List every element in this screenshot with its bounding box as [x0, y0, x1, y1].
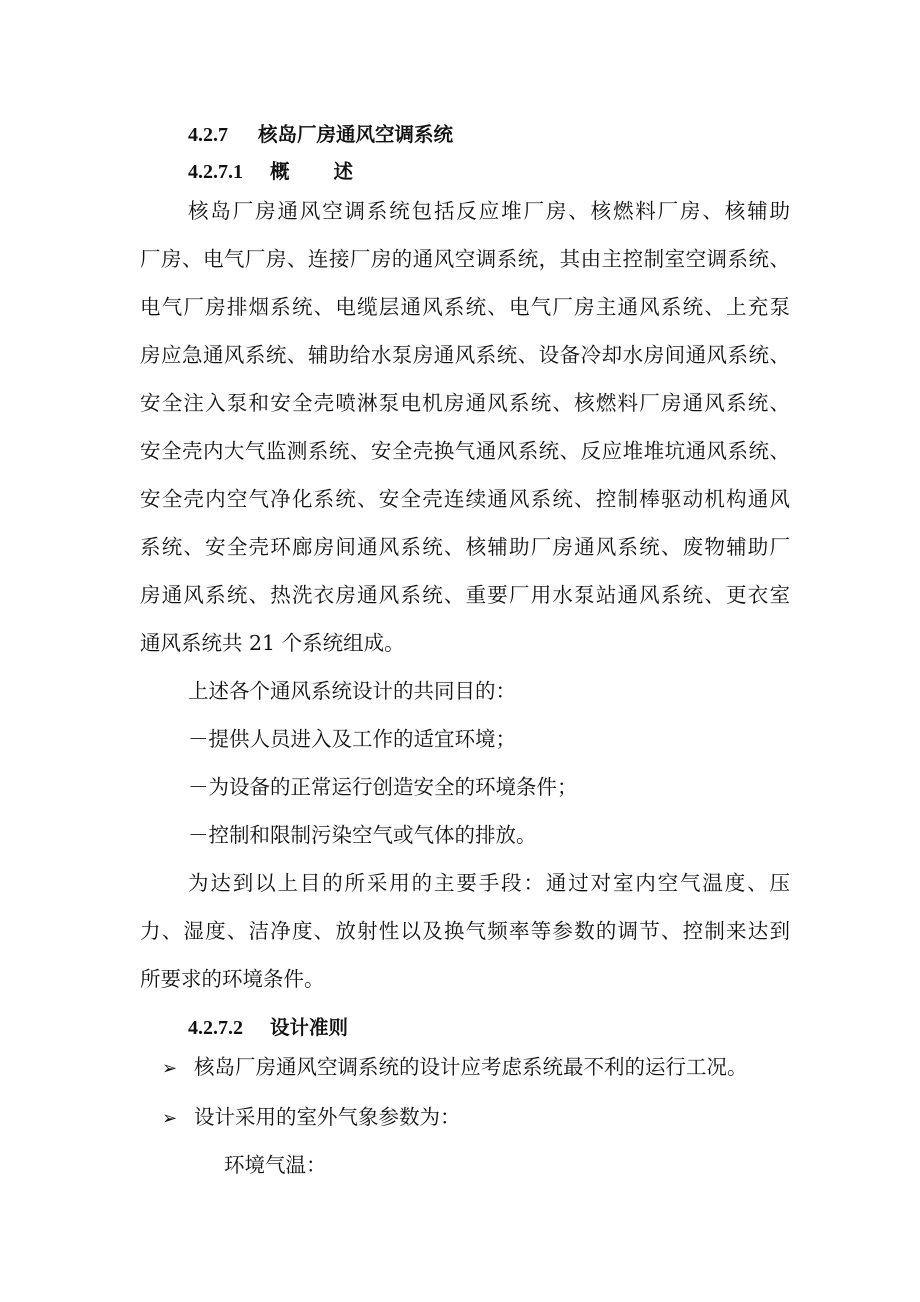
subsection-number: 4.2.7.1 [188, 161, 243, 183]
overview-line: 房通风系统、热洗衣房通风系统、重要厂用水泵站通风系统、更衣室 [140, 583, 790, 607]
overview-line-last: 通风系统共 21 个系统组成。 [140, 631, 405, 655]
overview-line: 电气厂房排烟系统、电缆层通风系统、电气厂房主通风系统、上充泵 [140, 295, 790, 319]
subsection-heading-criteria [188, 1008, 838, 1048]
overview-line: 安全壳内空气净化系统、安全壳连续通风系统、控制棒驱动机构通风 [140, 487, 790, 511]
section-title: 核岛厂房通风空调系统 [258, 123, 454, 146]
subsection-number: 4.2.7.2 [188, 1017, 243, 1039]
means-line: 为达到以上目的所采用的主要手段：通过对室内空气温度、压 [188, 871, 790, 895]
criteria-text: 核岛厂房通风空调系统的设计应考虑系统最不利的运行工况。 [194, 1055, 748, 1079]
criteria-item [162, 1047, 748, 1087]
purpose-item: －提供人员进入及工作的适宜环境； [188, 727, 516, 751]
criteria-text: 设计采用的室外气象参数为： [194, 1105, 461, 1129]
overview-line: 房应急通风系统、辅助给水泵房通风系统、设备冷却水房间通风系统、 [140, 343, 790, 367]
overview-line: 核岛厂房通风空调系统包括反应堆厂房、核燃料厂房、核辅助 [188, 199, 790, 223]
subsection-title-part-1: 概 [270, 160, 290, 183]
subsection-title-part-2: 述 [333, 160, 354, 183]
purpose-item: －为设备的正常运行创造安全的环境条件； [188, 775, 578, 799]
arrow-bullet-icon: ➢ [162, 1058, 178, 1079]
subsection-title: 设计准则 [270, 1016, 349, 1039]
subsection-heading-overview [188, 152, 838, 192]
section-heading [188, 115, 838, 155]
overview-line: 安全壳内大气监测系统、安全壳换气通风系统、反应堆堆坑通风系统、 [140, 439, 790, 463]
env-temp-label: 环境气温： [224, 1153, 327, 1177]
means-line-last: 所要求的环境条件。 [140, 967, 325, 991]
criteria-item [162, 1097, 461, 1137]
overview-line: 安全注入泵和安全壳喷淋泵电机房通风系统、核燃料厂房通风系统、 [140, 391, 790, 415]
section-number: 4.2.7 [188, 124, 228, 146]
arrow-bullet-icon: ➢ [162, 1108, 178, 1129]
means-line: 力、湿度、洁净度、放射性以及换气频率等参数的调节、控制来达到 [140, 919, 790, 943]
overview-line: 厂房、电气厂房、连接厂房的通风空调系统，其由主控制室空调系统、 [140, 247, 790, 271]
overview-line: 系统、安全壳环廊房间通风系统、核辅助厂房通风系统、废物辅助厂 [140, 535, 790, 559]
purpose-item: －控制和限制污染空气或气体的排放。 [188, 823, 537, 847]
purpose-intro: 上述各个通风系统设计的共同目的： [188, 679, 516, 703]
